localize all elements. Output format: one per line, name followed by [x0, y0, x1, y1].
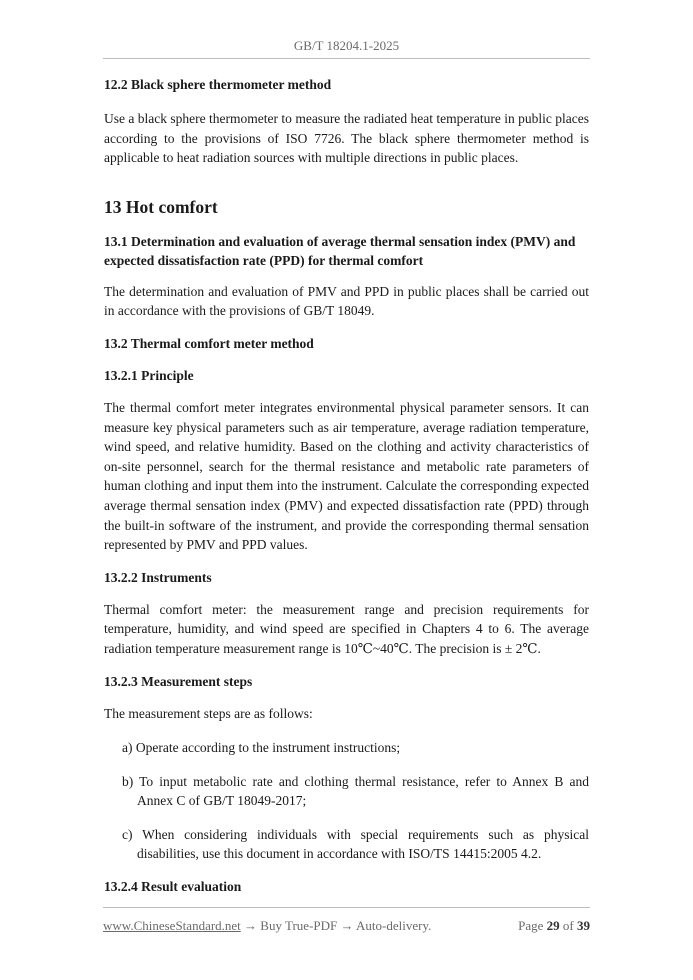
heading-13-2-4: 13.2.4 Result evaluation	[104, 879, 242, 895]
page-total: 39	[577, 918, 590, 933]
paragraph-13-2-3-intro: The measurement steps are as follows:	[104, 705, 313, 721]
heading-12-2: 12.2 Black sphere thermometer method	[104, 77, 332, 92]
heading-13-2-2: 13.2.2 Instruments	[104, 569, 212, 585]
footer-divider	[103, 907, 590, 908]
document-body	[104, 75, 589, 896]
page-header: GB/T 18204.1-2025	[293, 38, 400, 53]
page-current: 29	[546, 918, 560, 933]
arrow-icon: →	[244, 918, 258, 933]
auto-delivery-text: Auto-delivery.	[356, 918, 432, 933]
heading-13: 13 Hot comfort	[104, 196, 218, 217]
list-item: c) When considering individuals with special requirements such as physical disabilities, use this document in accordance with ISO/TS 14415:2005 4.2.	[122, 826, 589, 862]
paragraph-13-2-1: The thermal comfort meter integrates environmental physical parameter sensors. It can measure key physical parameters such as air temperature, average radiation temperature, wind speed, and relative humidity. Based on the clothing and activity characteristics of on-site personnel, search for the thermal resistance and metabolic rate parameters of human clothing and input them into the instrument. Calculate the corresponding expected average thermal sensation index (PMV) and expected dissatisfaction rate (PPD) through the built-in software of the instrument, and provide the corresponding thermal sensation represented by PMV and PPD values.	[104, 399, 589, 553]
paragraph-12-2: Use a black sphere thermometer to measure the radiated heat temperature in public places according to the provisions of ISO 7726. The black sphere thermometer method is applicable to heat radiation sources with multiple directions in public places.	[104, 111, 589, 166]
chinesestandard-link[interactable]: www.ChineseStandard.net	[103, 918, 241, 933]
heading-13-2-1: 13.2.1 Principle	[104, 367, 194, 383]
list-item: a) Operate according to the instrument instructions;	[122, 740, 401, 756]
of-label: of	[562, 918, 574, 933]
page-number	[518, 918, 590, 934]
paragraph-13-1: The determination and evaluation of PMV and PPD in public places shall be carried out in accordance with the provisions of GB/T 18049.	[104, 283, 589, 319]
header-divider	[103, 58, 590, 59]
heading-13-2-3: 13.2.3 Measurement steps	[104, 673, 253, 689]
paragraph-13-2-2: Thermal comfort meter: the measurement range and precision requirements for temperature, humidity, and wind speed are specified in Chapters 4 to 6. The average radiation temperature measurement range is 10℃~40℃. The precision is ± 2℃.	[104, 601, 589, 656]
list-item: b) To input metabolic rate and clothing thermal resistance, refer to Annex B and Annex C of GB/T 18049-2017;	[122, 773, 589, 809]
arrow-icon: →	[340, 918, 354, 933]
buy-true-pdf-text: Buy True-PDF	[260, 918, 338, 933]
page-label: Page	[518, 918, 544, 933]
heading-13-2: 13.2 Thermal comfort meter method	[104, 335, 314, 351]
heading-13-1: 13.1 Determination and evaluation of average thermal sensation index (PMV) and expected dissatisfaction rate (PPD) for thermal comfort	[104, 233, 576, 268]
